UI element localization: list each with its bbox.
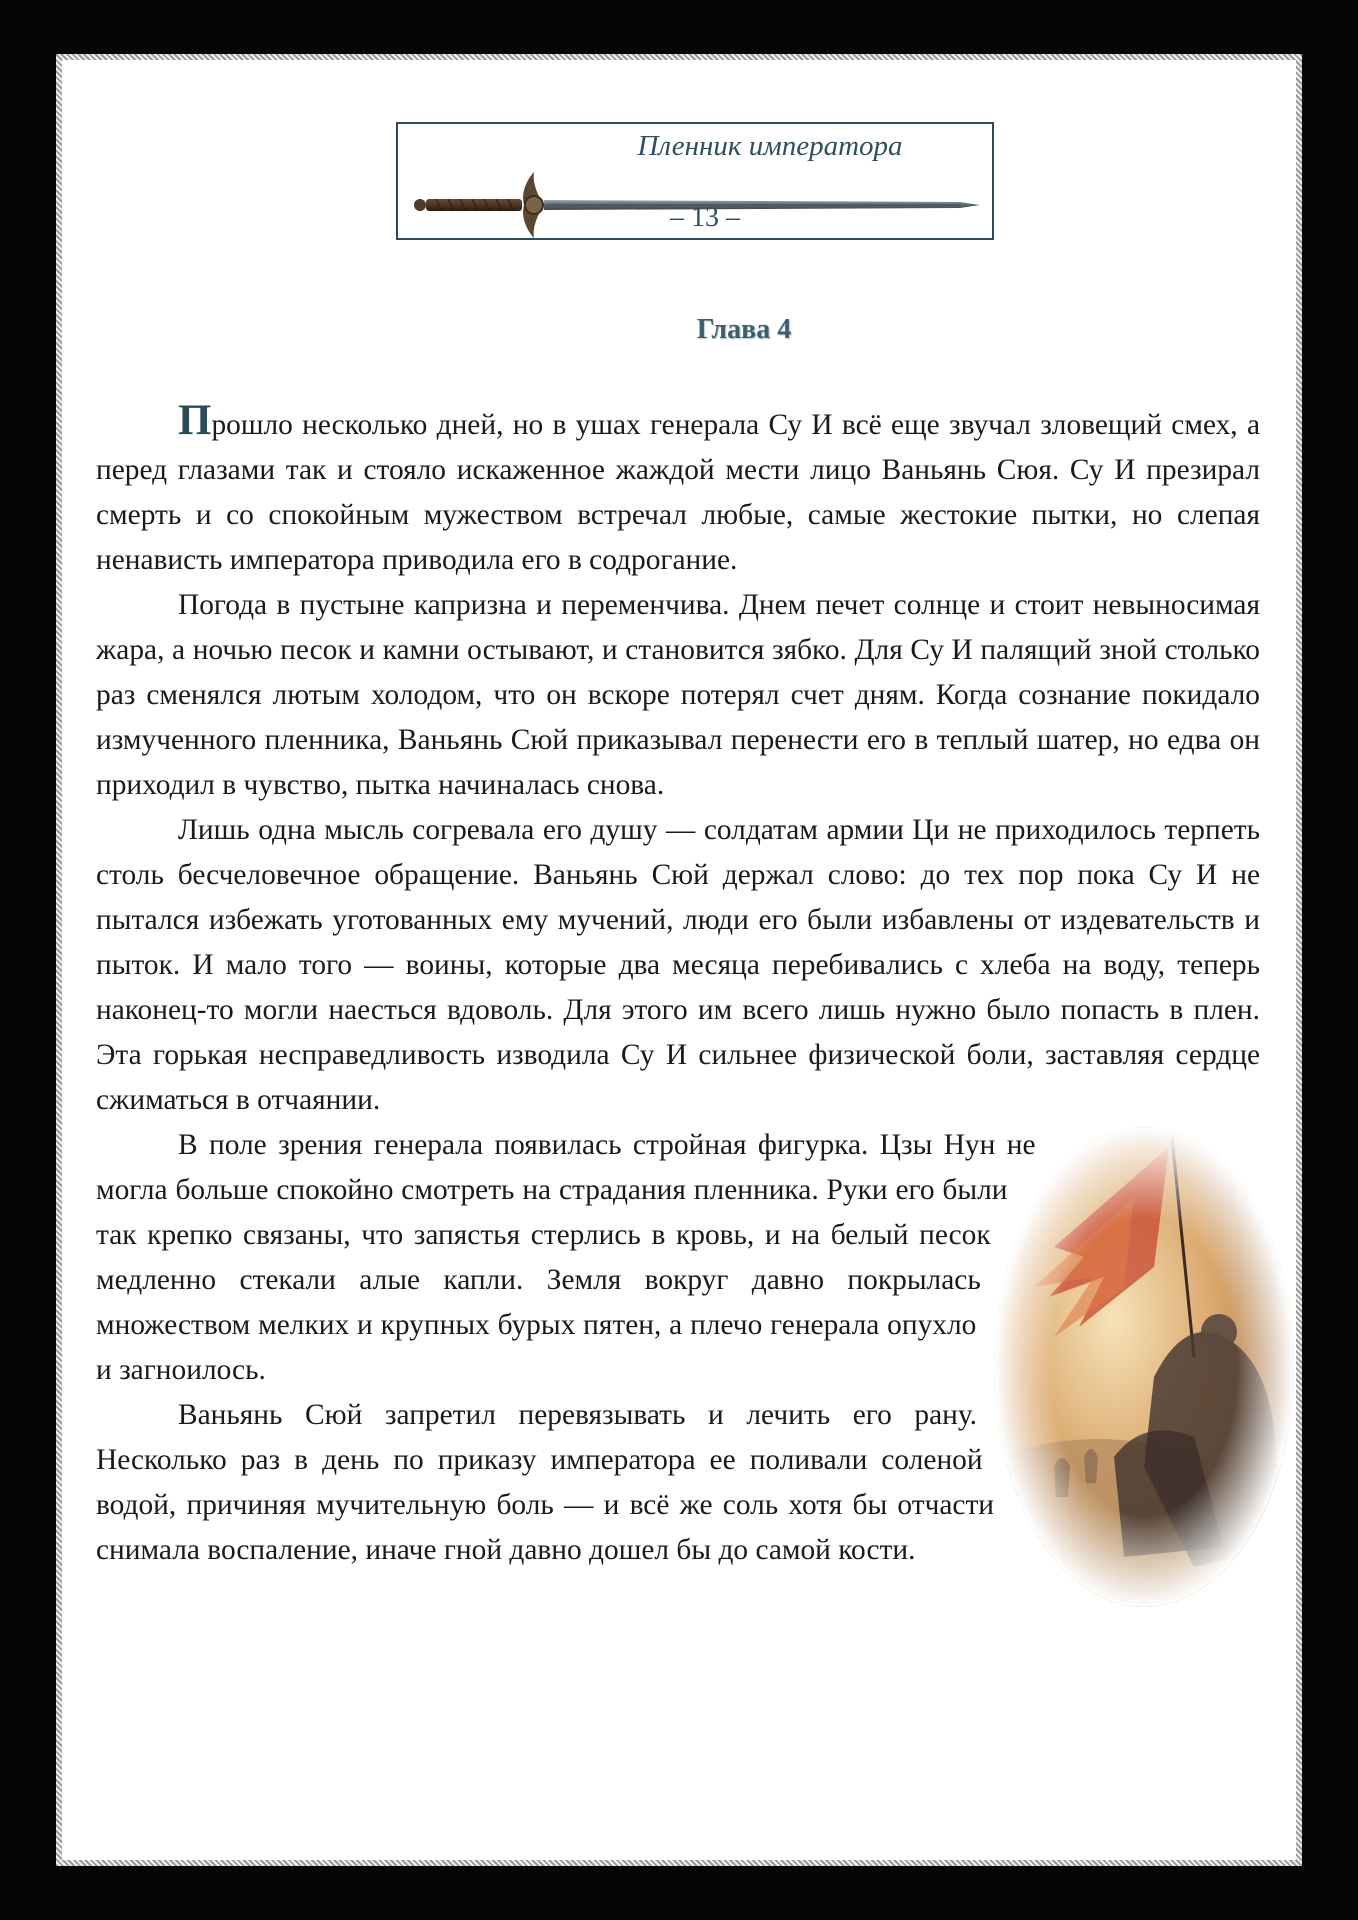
paragraph: Лишь одна мысль согревала его душу — солдатам армии Ци не приходилось терпеть столь бесчеловечное обращение. Ваньянь Сюй держал слово: до тех пор пока Су И не пытался избежать уготованных ему мучений, люди его были избавлены от издевательств и пыток. И мало того — воины, которые два месяца перебивались с хлеба на воду, теперь наконец-то могли наесться вдоволь. Для этого им всего лишь нужно было попасть в плен. Эта горькая несправедливость изводила Су И сильнее физической боли, заставляя сердце сжиматься в отчаянии. [96,814,1260,1116]
book-title: Пленник императора [637,130,903,162]
paragraph [96,398,1260,583]
body-text [96,398,1260,1607]
paragraph: Ваньянь Сюй запретил перевязывать и лечить его рану. Несколько раз в день по приказу императора ее поливали соленой водой, причиняя мучительную боль — и всё же соль хотя бы отчасти снимала воспаление, иначе гной давно дошел бы до самой кости. [96,1399,995,1566]
document-page [56,54,1302,1866]
running-header [396,122,994,240]
paragraph [96,1123,1260,1393]
paragraph: Погода в пустыне капризна и переменчива. Днем печет солнце и стоит невыносимая жара, а ночью песок и камни остывают, и становится зябко. Для Су И палящий зной столько раз сменялся лютым холодом, что он вскоре потерял счет дням. Когда сознание покидало измученного пленника, Ваньянь Сюй приказывал перенести его в теплый шатер, но едва он приходил в чувство, пытка начиналась снова. [96,589,1260,801]
drop-cap: П [178,397,212,444]
paragraph-text: рошло несколько дней, но в ушах генерала Су И всё еще звучал зловещий смех, а перед глазами так и стояло искаженное жаждой мести лицо Ваньянь Сюя. Су И презирал смерть и со спокойным мужеством встречал любые, самые жестокие пытки, но слепая ненависть императора приводила его в содрогание. [96,409,1260,576]
paragraph-text: В поле зрения генерала появилась стройная фигурка. Цзы Нун не могла больше спокойно смотреть на страдания пленника. Руки его были так крепко связаны, что запястья стерлись в кровь, и на белый песок медленно стекали алые капли. Земля вокруг давно покрылась множеством мелких и крупных бурых пятен, а плечо генерала опухло и загноилось. [96,1129,1036,1386]
page-number: – 13 – [670,202,740,233]
warrior-illustration [994,1127,1294,1607]
chapter-heading: Глава 4 [696,314,792,345]
